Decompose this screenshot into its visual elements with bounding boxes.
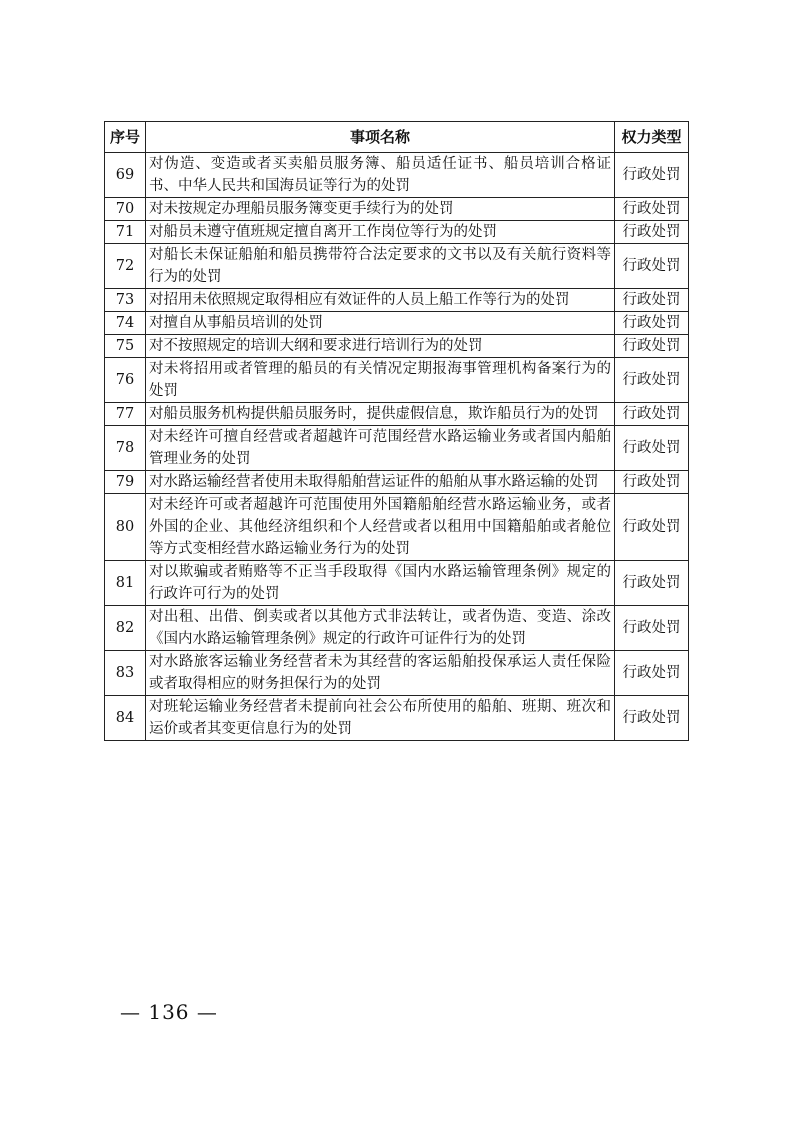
table-header-row — [105, 122, 689, 153]
table-row — [105, 561, 689, 606]
row-type: 行政处罚 — [615, 561, 689, 606]
table-row — [105, 289, 689, 312]
row-type: 行政处罚 — [615, 153, 689, 198]
page-number: — 136 — — [120, 1000, 218, 1024]
table-row — [105, 426, 689, 471]
row-name: 对未经许可或者超越许可范围使用外国籍船舶经营水路运输业务，或者外国的企业、其他经济组织和个人经营或者以租用中国籍船舶或者舱位等方式变相经营水路运输业务行为的处罚 — [146, 494, 615, 561]
row-number: 70 — [105, 198, 146, 221]
row-number: 81 — [105, 561, 146, 606]
row-name: 对班轮运输业务经营者未提前向社会公布所使用的船舶、班期、班次和运价或者其变更信息行为的处罚 — [146, 696, 615, 741]
table-row — [105, 312, 689, 335]
row-type: 行政处罚 — [615, 696, 689, 741]
row-number: 73 — [105, 289, 146, 312]
matters-table — [104, 121, 689, 741]
row-number: 76 — [105, 358, 146, 403]
row-name: 对伪造、变造或者买卖船员服务簿、船员适任证书、船员培训合格证书、中华人民共和国海员证等行为的处罚 — [146, 153, 615, 198]
table-row — [105, 153, 689, 198]
row-name: 对水路运输经营者使用未取得船舶营运证件的船舶从事水路运输的处罚 — [146, 471, 615, 494]
row-name: 对未将招用或者管理的船员的有关情况定期报海事管理机构备案行为的处罚 — [146, 358, 615, 403]
row-type: 行政处罚 — [615, 358, 689, 403]
row-type: 行政处罚 — [615, 289, 689, 312]
row-name: 对船长未保证船舶和船员携带符合法定要求的文书以及有关航行资料等行为的处罚 — [146, 244, 615, 289]
row-number: 79 — [105, 471, 146, 494]
row-type: 行政处罚 — [615, 403, 689, 426]
header-type: 权力类型 — [615, 122, 689, 153]
row-number: 78 — [105, 426, 146, 471]
row-type: 行政处罚 — [615, 335, 689, 358]
row-type: 行政处罚 — [615, 244, 689, 289]
row-type: 行政处罚 — [615, 221, 689, 244]
table-row — [105, 606, 689, 651]
row-name: 对船员未遵守值班规定擅自离开工作岗位等行为的处罚 — [146, 221, 615, 244]
row-number: 77 — [105, 403, 146, 426]
header-name: 事项名称 — [146, 122, 615, 153]
table-row — [105, 696, 689, 741]
table-row — [105, 651, 689, 696]
row-number: 80 — [105, 494, 146, 561]
table-row — [105, 494, 689, 561]
table-row — [105, 244, 689, 289]
row-type: 行政处罚 — [615, 651, 689, 696]
row-number: 71 — [105, 221, 146, 244]
row-number: 82 — [105, 606, 146, 651]
row-type: 行政处罚 — [615, 494, 689, 561]
row-number: 69 — [105, 153, 146, 198]
row-name: 对以欺骗或者贿赂等不正当手段取得《国内水路运输管理条例》规定的行政许可行为的处罚 — [146, 561, 615, 606]
row-number: 74 — [105, 312, 146, 335]
row-type: 行政处罚 — [615, 312, 689, 335]
row-type: 行政处罚 — [615, 471, 689, 494]
table-row — [105, 335, 689, 358]
row-type: 行政处罚 — [615, 606, 689, 651]
table-row — [105, 198, 689, 221]
row-name: 对招用未依照规定取得相应有效证件的人员上船工作等行为的处罚 — [146, 289, 615, 312]
row-type: 行政处罚 — [615, 198, 689, 221]
row-number: 83 — [105, 651, 146, 696]
row-number: 84 — [105, 696, 146, 741]
row-name: 对出租、出借、倒卖或者以其他方式非法转让，或者伪造、变造、涂改《国内水路运输管理条例》规定的行政许可证件行为的处罚 — [146, 606, 615, 651]
table-row — [105, 221, 689, 244]
table-row — [105, 358, 689, 403]
row-type: 行政处罚 — [615, 426, 689, 471]
row-name: 对擅自从事船员培训的处罚 — [146, 312, 615, 335]
row-name: 对未按规定办理船员服务簿变更手续行为的处罚 — [146, 198, 615, 221]
table-row — [105, 403, 689, 426]
header-no: 序号 — [105, 122, 146, 153]
row-number: 75 — [105, 335, 146, 358]
row-name: 对水路旅客运输业务经营者未为其经营的客运船舶投保承运人责任保险或者取得相应的财务担保行为的处罚 — [146, 651, 615, 696]
table-row — [105, 471, 689, 494]
row-name: 对不按照规定的培训大纲和要求进行培训行为的处罚 — [146, 335, 615, 358]
row-name: 对船员服务机构提供船员服务时，提供虚假信息，欺诈船员行为的处罚 — [146, 403, 615, 426]
row-name: 对未经许可擅自经营或者超越许可范围经营水路运输业务或者国内船舶管理业务的处罚 — [146, 426, 615, 471]
row-number: 72 — [105, 244, 146, 289]
